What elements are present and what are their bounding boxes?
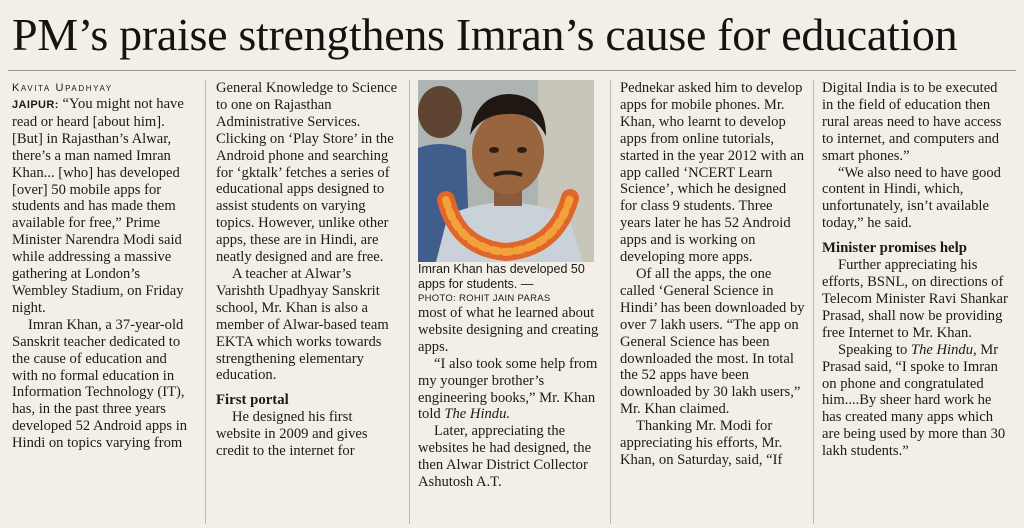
quote-text: “I also took some help from my younger brother’s engineering books,” Mr. Khan told [418,355,598,423]
dateline: JAIPUR: [12,99,59,111]
text: Mr Prasad said, “I spoke to Imran on phone and congratulated him....By sheer hard work he has created many apps which are being used by more than 30 lakh students.” [822,341,1006,460]
paragraph [418,356,602,424]
photo-credit: PHOTO: ROHIT JAIN PARAS [418,293,551,304]
headline: PM’s praise strengthens Imran’s cause for education [12,9,958,60]
paragraph: General Knowledge to Science to one on Rajasthan Administrative Services. Clicking on ‘Play Store’ in the Android phone and searching for ‘gktalk’ fetches a series of educational apps designed to assist students on varying topics. However, unlike other apps, these are in Hindi, are neatly designed and are free. [216,80,398,266]
column-divider [813,80,814,524]
column-divider [409,80,410,524]
article-column-4 [620,80,806,469]
article-column-5 [822,80,1012,460]
publication-name: The Hindu. [444,406,511,423]
article-column-1 [12,80,196,452]
headline-rule [8,70,1016,71]
paragraph: Thanking Mr. Modi for appreciating his efforts, Mr. Khan, on Saturday, said, “If [620,418,783,468]
text: Speaking to [838,341,911,358]
byline: Kavita Upadhyay [12,82,113,94]
photo-caption: Imran Khan has developed 50 apps for students. — [418,262,585,291]
publication-name: The Hindu, [910,341,977,358]
paragraph [822,342,1012,460]
paragraph: Further appreciating his efforts, BSNL, on directions of Telecom Minister Ravi Shankar Prasad, shall now be providing free Internet to Mr. Khan. [822,257,1008,341]
photo-imran-khan [418,80,594,262]
article-column-2 [216,80,400,460]
subhead-minister-promises-help: Minister promises help [822,240,967,257]
article-column-3 [418,80,602,491]
paragraph: Imran Khan, a 37-year-old Sanskrit teacher dedicated to the cause of education and with no formal education in Information Technology (IT), has, in the past three years developed 52 Android apps in Hindi on topics varying from [12,316,188,452]
paragraph: Pednekar asked him to develop apps for mobile phones. Mr. Khan, who learnt to develop apps from online tutorials, started in the year 2012 with an app called ‘NCERT Learn Science’, which he designed for class 9 students. Three years later he has 52 Android apps and is working on developing more apps. [620,80,804,266]
paragraph: Of all the apps, the one called ‘General Science in Hindi’ has been downloaded by over 7 lakh users. “The app on General Science has been downloaded the most. In total the 52 apps have been downloaded by 30 lakh users,” Mr. Khan claimed. [620,265,805,418]
column-divider [205,80,206,524]
lead-text: “You might not have read or heard [about him]. [But] in Rajasthan’s Alwar, there’s a man named Imran Khan... [who] has developed [over] 50 mobile apps for students and has made them available for free,” Prime Minister Narendra Modi said while addressing a massive gathering at London’s Wembley Stadium, on Friday night. [12,96,184,316]
paragraph: A teacher at Alwar’s Varishth Upadhyay Sanskrit school, Mr. Khan is also a member of Alwar-based team EKTA which works towards strengthening elementary education. [216,265,389,384]
paragraph: Digital India is to be executed in the field of education then rural areas need to have access to internet, and computers and smart phones.” [822,80,1002,164]
column-divider [610,80,611,524]
paragraph: most of what he learned about website designing and creating apps. [418,305,599,355]
paragraph: “We also need to have good content in Hindi, which, unfortunately, isn’t available today,” he said. [822,164,1001,232]
paragraph: He designed his first website in 2009 and gives credit to the internet for [216,409,368,460]
portrait-illustration [418,80,594,262]
lead-paragraph [12,96,196,317]
subhead-first-portal: First portal [216,392,289,409]
paragraph: Later, appreciating the websites he had designed, the then Alwar District Collector Ashutosh A.T. [418,423,592,491]
